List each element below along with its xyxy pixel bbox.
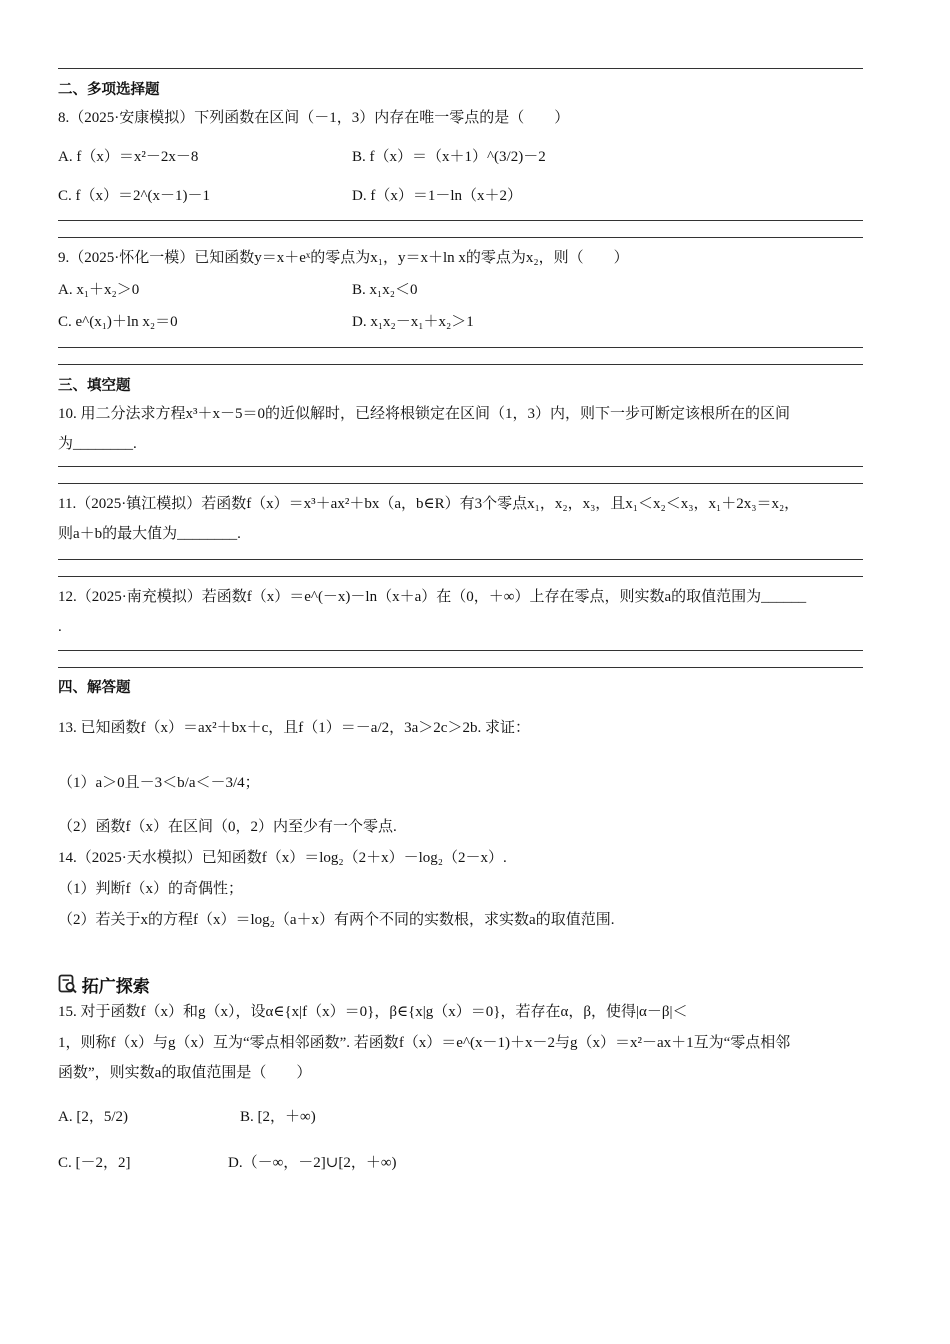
q8-option-b[interactable]: B. f（x）＝（x＋1）^(3/2)－2 xyxy=(352,149,546,165)
question-13-part1: （1）a＞0且－3＜b/a＜－3/4； xyxy=(58,775,260,791)
question-11-line2: 则a＋b的最大值为________. xyxy=(58,526,241,542)
q8-option-c[interactable]: C. f（x）＝2^(x－1)－1 xyxy=(58,188,211,204)
question-15-line2: 1，则称f（x）与g（x）互为“零点相邻函数”. 若函数f（x）＝e^(x－1)＋x－2与g（x）＝x²－ax＋1互为“零点相邻 xyxy=(58,1035,791,1051)
q9-option-c[interactable]: C. e^(x₁)＋ln x₂＝0 xyxy=(58,314,178,330)
question-14-stem: 14.（2025·天水模拟）已知函数f（x）＝log₂（2＋x）－log₂（2－x）. xyxy=(58,850,507,866)
q9-option-d[interactable]: D. x₁x₂－x₁＋x₂＞1 xyxy=(352,314,474,330)
question-14-part1: （1）判断f（x）的奇偶性； xyxy=(58,881,243,897)
extension-section-title: 拓广探索 xyxy=(81,977,150,997)
question-8-stem: 8.（2025·安康模拟）下列函数在区间（－1，3）内存在唯一零点的是（ ） xyxy=(58,110,570,126)
q8-option-d[interactable]: D. f（x）＝1－ln（x＋2） xyxy=(352,188,522,204)
q15-option-b[interactable]: B. [2，＋∞) xyxy=(240,1109,316,1125)
question-15-line1: 15. 对于函数f（x）和g（x），设α∈{x|f（x）＝0}，β∈{x|g（x）＝0}，若存在α，β，使得|α－β|＜ xyxy=(58,1004,688,1020)
question-9-stem: 9.（2025·怀化一模）已知函数y＝x＋eˣ的零点为x₁，y＝x＋ln x的零点为x₂，则（ ） xyxy=(58,250,629,266)
question-15-line3: 函数”，则实数a的取值范围是（ ） xyxy=(58,1065,312,1081)
question-13-stem: 13. 已知函数f（x）＝ax²＋bx＋c，且f（1）＝－a/2，3a＞2c＞2b. 求证： xyxy=(58,720,530,736)
question-12-line1: 12.（2025·南充模拟）若函数f（x）＝e^(－x)－ln（x＋a）在（0，＋∞）上存在零点，则实数a的取值范围为______ xyxy=(58,589,807,605)
extension-section-header xyxy=(58,974,150,1000)
q15-option-c[interactable]: C. [－2，2] xyxy=(58,1155,131,1171)
section-title-solutions: 四、解答题 xyxy=(58,680,131,696)
question-13-part2: （2）函数f（x）在区间（0，2）内至少有一个零点. xyxy=(58,819,397,835)
q15-option-d[interactable]: D.（－∞，－2]∪[2，＋∞) xyxy=(228,1155,397,1171)
section-title-fill-in: 三、填空题 xyxy=(58,378,131,394)
section-title-multiple-choice: 二、多项选择题 xyxy=(58,82,160,98)
question-14-part2: （2）若关于x的方程f（x）＝log₂（a＋x）有两个不同的实数根，求实数a的取值范围. xyxy=(58,912,615,928)
question-10-line2: 为________. xyxy=(58,436,137,452)
magnifier-document-icon xyxy=(58,974,78,1000)
q9-option-b[interactable]: B. x₁x₂＜0 xyxy=(352,282,418,298)
q9-option-a[interactable]: A. x₁＋x₂＞0 xyxy=(58,282,140,298)
q8-option-a[interactable]: A. f（x）＝x²－2x－8 xyxy=(58,149,199,165)
question-11-line1: 11.（2025·镇江模拟）若函数f（x）＝x³＋ax²＋bx（a，b∈R）有3个零点x₁，x₂，x₃，且x₁＜x₂＜x₃，x₁＋2x₃＝x₂， xyxy=(58,496,800,512)
question-12-line2: . xyxy=(58,619,62,635)
question-10-line1: 10. 用二分法求方程x³＋x－5＝0的近似解时，已经将根锁定在区间（1，3）内，则下一步可断定该根所在的区间 xyxy=(58,406,791,422)
q15-option-a[interactable]: A. [2，5/2) xyxy=(58,1109,128,1125)
